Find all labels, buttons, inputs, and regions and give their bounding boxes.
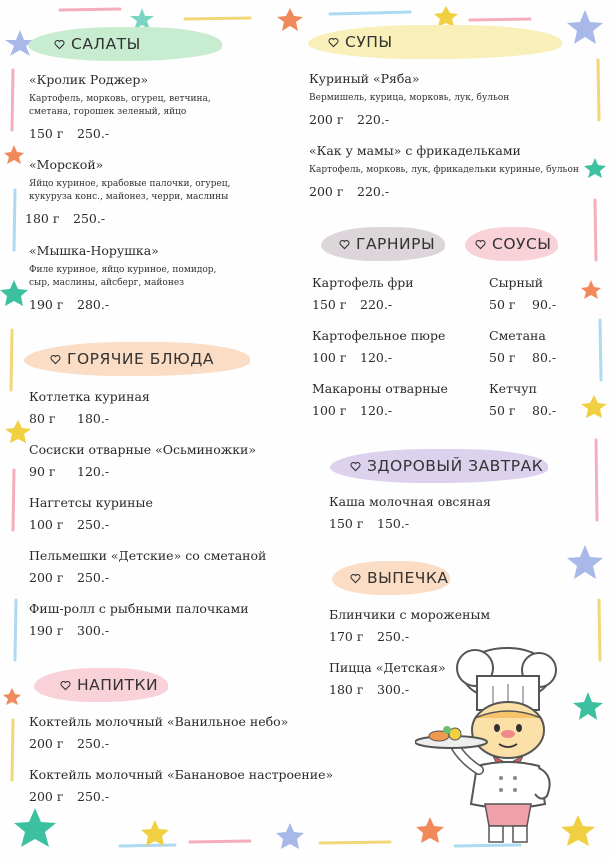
item-weight: 200 г <box>29 570 64 585</box>
item-price-row <box>29 570 266 585</box>
menu-item <box>29 601 249 638</box>
section-header-bakery <box>332 561 450 595</box>
item-price: 250.- <box>77 126 110 141</box>
menu-item <box>312 275 414 312</box>
menu-item <box>309 71 509 127</box>
item-weight: 200 г <box>29 736 64 751</box>
item-price-row <box>489 403 556 418</box>
section-header-breakfast <box>330 449 548 483</box>
item-weight: 200 г <box>309 184 344 199</box>
item-weight: 190 г <box>29 623 64 638</box>
item-name: Пицца «Детская» <box>329 660 446 675</box>
star-icon <box>276 823 304 849</box>
item-weight: 190 г <box>29 297 64 312</box>
item-name: Коктейль молочный «Банановое настроение» <box>29 767 334 782</box>
section-header-drinks <box>34 668 168 702</box>
item-weight: 80 г <box>29 411 56 426</box>
menu-item <box>309 143 579 199</box>
item-name: Фиш-ролл с рыбными палочками <box>29 601 249 616</box>
item-price: 180.- <box>77 411 110 426</box>
menu-item <box>489 328 556 365</box>
menu-item <box>329 607 490 644</box>
item-name: Наггетсы куриные <box>29 495 153 510</box>
item-price-row <box>25 211 230 226</box>
item-name: Картофельное пюре <box>312 328 446 343</box>
item-price: 80.- <box>532 403 557 418</box>
star-icon <box>5 420 31 443</box>
heart-icon <box>350 461 361 472</box>
item-name: Сырный <box>489 275 544 290</box>
heart-icon <box>350 573 361 584</box>
item-weight: 150 г <box>329 516 364 531</box>
item-weight: 100 г <box>29 517 64 532</box>
item-description: Картофель, морковь, лук, фрикадельки куриные, бульон <box>309 165 579 175</box>
section-header-sauces <box>465 227 558 261</box>
item-name: Макароны отварные <box>312 381 448 396</box>
section-header-garnish <box>321 227 445 261</box>
item-price-row <box>312 297 414 312</box>
item-price-row <box>312 403 448 418</box>
star-icon <box>581 280 601 299</box>
item-price: 120.- <box>360 403 393 418</box>
star-icon <box>4 145 24 164</box>
heart-icon <box>475 239 486 250</box>
menu-item <box>329 660 446 697</box>
item-name: Каша молочная овсяная <box>329 494 491 509</box>
star-icon <box>573 692 603 720</box>
item-weight: 100 г <box>312 403 347 418</box>
item-weight: 180 г <box>25 211 60 226</box>
item-name: «Морской» <box>29 157 104 172</box>
section-title: ГАРНИРЫ <box>356 235 436 253</box>
star-icon <box>0 280 28 306</box>
section-title: СУПЫ <box>345 33 393 51</box>
section-header-salads <box>28 27 222 61</box>
item-price-row <box>329 516 491 531</box>
item-name: Сметана <box>489 328 546 343</box>
item-name: Сосиски отварные «Осьминожки» <box>29 442 257 457</box>
section-header-hot <box>24 342 250 376</box>
item-weight: 200 г <box>29 789 64 804</box>
item-price: 220.- <box>357 112 390 127</box>
item-price-row <box>309 112 509 127</box>
item-price: 120.- <box>77 464 110 479</box>
item-weight: 200 г <box>309 112 344 127</box>
item-weight: 50 г <box>489 403 516 418</box>
item-price-row <box>329 629 490 644</box>
section-title: ВЫПЕЧКА <box>367 569 449 587</box>
menu-item <box>29 548 266 585</box>
item-price: 280.- <box>77 297 110 312</box>
section-title: ГОРЯЧИЕ БЛЮДА <box>67 350 214 368</box>
star-icon <box>3 688 21 705</box>
star-icon <box>581 395 607 418</box>
item-price: 90.- <box>532 297 557 312</box>
item-weight: 50 г <box>489 297 516 312</box>
item-name: «Как у мамы» с фрикадельками <box>309 143 521 158</box>
item-price: 300.- <box>377 682 410 697</box>
star-icon <box>277 8 303 31</box>
item-price: 300.- <box>77 623 110 638</box>
item-name: Картофель фри <box>312 275 414 290</box>
section-header-soups <box>308 25 562 59</box>
section-title: НАПИТКИ <box>77 676 159 694</box>
item-weight: 180 г <box>329 682 364 697</box>
star-icon <box>434 6 458 27</box>
item-price: 220.- <box>360 297 393 312</box>
menu-item <box>29 767 333 804</box>
item-price-row <box>312 350 445 365</box>
item-price: 150.- <box>377 516 410 531</box>
star-icon <box>14 808 56 847</box>
item-price: 250.- <box>77 517 110 532</box>
item-price-row <box>29 517 153 532</box>
item-price: 250.- <box>77 736 110 751</box>
item-description: Филе куриное, яйцо куриное, помидор, сыр, маслины, айсберг, майонез <box>29 265 217 288</box>
menu-item <box>312 328 445 365</box>
item-price: 250.- <box>77 789 110 804</box>
item-price: 220.- <box>357 184 390 199</box>
item-price: 250.- <box>73 211 106 226</box>
star-icon <box>141 820 169 846</box>
star-icon <box>567 545 603 579</box>
item-name: «Мышка-Норушка» <box>29 243 159 258</box>
item-price-row <box>329 682 446 697</box>
menu-item <box>312 381 448 418</box>
item-description: Вермишель, курица, морковь, лук, бульон <box>309 93 510 103</box>
section-title: ЗДОРОВЫЙ ЗАВТРАК <box>367 457 544 475</box>
menu-item <box>329 494 491 531</box>
item-price-row <box>29 126 211 141</box>
item-weight: 150 г <box>29 126 64 141</box>
star-icon <box>584 158 606 178</box>
heart-icon <box>50 354 61 365</box>
item-description: Яйцо куриное, крабовые палочки, огурец, кукуруза конс., майонез, черри, маслины <box>29 179 231 202</box>
heart-icon <box>339 239 350 250</box>
item-price: 250.- <box>377 629 410 644</box>
item-weight: 100 г <box>312 350 347 365</box>
section-title: САЛАТЫ <box>71 35 141 53</box>
item-price: 120.- <box>360 350 393 365</box>
item-price-row <box>29 789 333 804</box>
item-price-row <box>489 350 556 365</box>
menu-item <box>29 72 211 141</box>
item-weight: 170 г <box>329 629 364 644</box>
item-price: 250.- <box>77 570 110 585</box>
item-price-row <box>29 736 288 751</box>
section-title: СОУСЫ <box>492 235 552 253</box>
item-price-row <box>309 184 579 199</box>
heart-icon <box>54 39 65 50</box>
item-weight: 90 г <box>29 464 56 479</box>
item-price-row <box>29 623 249 638</box>
item-name: Котлетка куриная <box>29 389 150 404</box>
menu-item <box>29 442 256 479</box>
item-price-row <box>29 464 256 479</box>
item-name: Коктейль молочный «Ванильное небо» <box>29 714 289 729</box>
item-price: 80.- <box>532 350 557 365</box>
item-weight: 150 г <box>312 297 347 312</box>
menu-item <box>489 275 556 312</box>
menu-item <box>25 157 231 226</box>
item-name: Пельмешки «Детские» со сметаной <box>29 548 267 563</box>
star-icon <box>567 10 603 44</box>
item-name: Кетчуп <box>489 381 537 396</box>
item-name: Блинчики с мороженым <box>329 607 491 622</box>
item-name: Куриный «Ряба» <box>309 71 420 86</box>
heart-icon <box>60 680 71 691</box>
menu-item <box>29 495 153 532</box>
item-weight: 50 г <box>489 350 516 365</box>
item-price-row <box>489 297 556 312</box>
item-name: «Кролик Роджер» <box>29 72 149 87</box>
item-price-row <box>29 411 150 426</box>
menu-item <box>29 389 150 426</box>
menu-item <box>489 381 556 418</box>
menu-item <box>29 243 216 312</box>
heart-icon <box>328 37 339 48</box>
item-description: Картофель, морковь, огурец, ветчина, сметана, горошек зеленый, яйцо <box>29 94 211 117</box>
item-price-row <box>29 297 216 312</box>
menu-item <box>29 714 288 751</box>
